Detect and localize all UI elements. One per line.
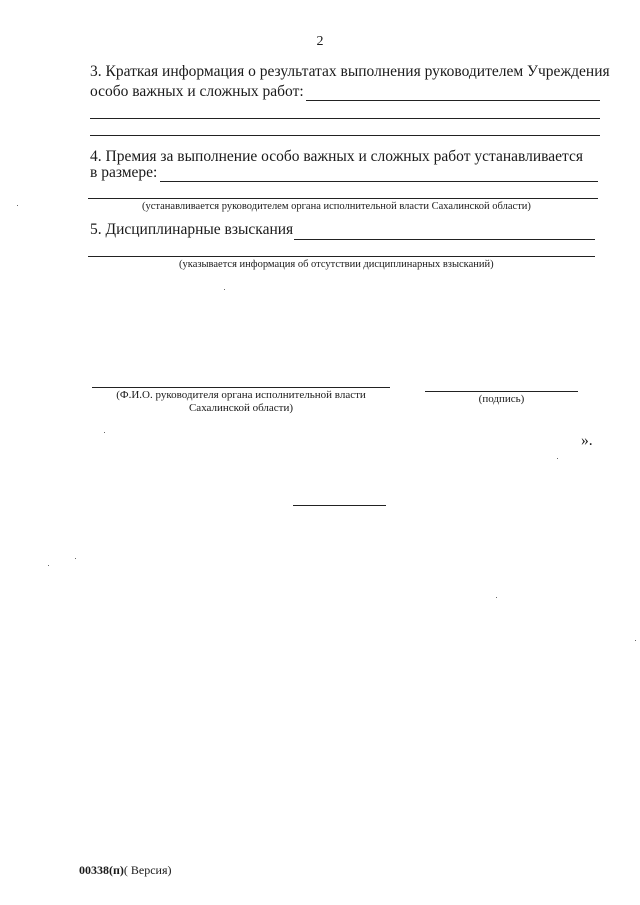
signature-line [425,391,578,392]
section-4-hint: (устанавливается руководителем органа исполнительной власти Сахалинской области) [142,201,531,212]
name-signature-line [92,387,390,388]
section-3-heading-continued: особо важных и сложных работ: [90,83,304,100]
page-number: 2 [316,34,324,49]
end-divider [293,505,386,506]
section-3-fill-line-3 [90,135,600,136]
section-5-hint: (указывается информация об отсутствии дисциплинарных взысканий) [179,259,494,270]
scan-speck [224,289,225,290]
section-3-fill-line-2 [90,118,600,119]
document-code [79,863,172,878]
document-version: ( Версия) [123,863,172,877]
name-caption-line-2: Сахалинской области) [188,402,294,414]
section-5-heading: 5. Дисциплинарные взыскания [90,221,294,238]
scan-speck [557,458,558,459]
signature-caption: (подпись) [478,393,525,405]
section-3-fill-line-1 [306,100,600,101]
name-caption-line-1: (Ф.И.О. руководителя органа исполнительной власти [116,389,366,401]
section-4-fill-line-2 [88,198,598,199]
scan-speck [104,432,105,433]
closing-quote: ». [581,432,593,449]
section-4-heading-continued: в размере: [90,164,158,181]
scan-speck [496,597,497,598]
section-4-fill-line-1 [160,181,598,182]
scan-speck [75,558,76,559]
scan-speck [17,205,18,206]
scan-speck [48,565,49,566]
scan-speck [635,640,636,641]
section-5-fill-line-1 [294,239,595,240]
document-code-number: 00338(п) [79,863,124,877]
section-4-heading: 4. Премия за выполнение особо важных и сложных работ устанавливается [90,148,583,165]
name-caption [92,389,390,415]
section-3-heading: 3. Краткая информация о результатах выполнения руководителем Учреждения [90,63,610,80]
section-5-fill-line-2 [88,256,595,257]
